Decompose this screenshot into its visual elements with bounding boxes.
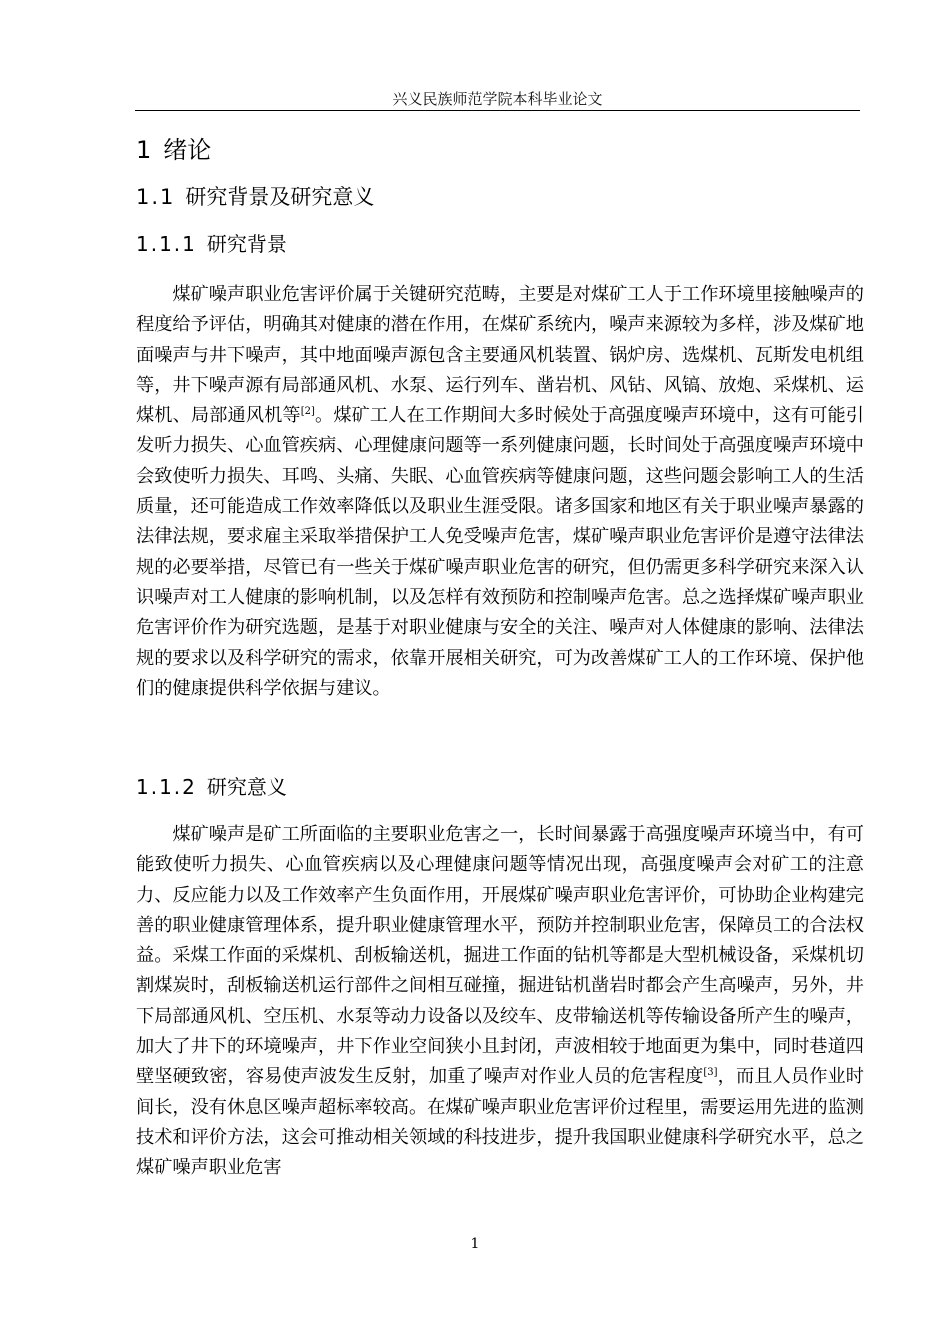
section-title: 研究背景及研究意义	[185, 185, 375, 209]
subsection-number: 1.1.2	[136, 775, 197, 799]
running-header: 兴义民族师范学院本科毕业论文	[392, 90, 603, 108]
paragraph-text: 。煤矿工人在工作期间大多时候处于高强度噪声环境中，这有可能引发听力损失、心血管疾病、心理健康问题等一系列健康问题，长时间处于高强度噪声环境中会致使听力损失、耳鸣、头痛、失眠、心血管疾病等健康问题，这些问题会影响工人的生活质量，还可能造成工作效率降低以及职业生涯受限。诸多国家和地区有关于职业噪声暴露的法律法规，要求雇主采取举措保护工人免受噪声危害，煤矿噪声职业危害评价是遵守法律法规的必要举措，尽管已有一些关于煤矿噪声职业危害的研究，但仍需更多科学研究来深入认识噪声对工人健康的影响机制，以及怎样有效预防和控制噪声危害。总之选择煤矿噪声职业危害评价作为研究选题，是基于对职业健康与安全的关注、噪声对人体健康的影响、法律法规的要求以及科学研究的需求，依靠开展相关研究，可为改善煤矿工人的工作环境、保护他们的健康提供科学依据与建议。	[136, 405, 864, 699]
chapter-heading	[136, 134, 211, 166]
subsection-heading-background	[136, 229, 287, 259]
paragraph-text: ，而且人员作业时间长，没有休息区噪声超标率较高。在煤矿噪声职业危害评价过程里，需要运用先进的监测技术和评价方法，这会可推动相关领域的科技进步，提升我国职业健康科学研究水平，总之煤矿噪声职业危害	[136, 1066, 864, 1179]
paragraph-research-significance	[136, 820, 864, 1184]
subsection-number: 1.1.1	[136, 232, 197, 256]
subsection-title: 研究意义	[206, 775, 287, 799]
section-heading	[136, 182, 374, 212]
header-rule	[135, 110, 860, 111]
paragraph-research-background	[136, 280, 864, 704]
paragraph-text: 煤矿噪声职业危害评价属于关键研究范畴，主要是对煤矿工人于工作环境里接触噪声的程度给予评估，明确其对健康的潜在作用，在煤矿系统内，噪声来源较为多样，涉及煤矿地面噪声与井下噪声，其中地面噪声源包含主要通风机装置、锅炉房、选煤机、瓦斯发电机组等，井下噪声源有局部通风机、水泵、运行列车、凿岩机、风钻、风镐、放炮、采煤机、运煤机、局部通风机等	[136, 284, 864, 427]
paragraph-text: 煤矿噪声是矿工所面临的主要职业危害之一，长时间暴露于高强度噪声环境当中，有可能致使听力损失、心血管疾病以及心理健康问题等情况出现，高强度噪声会对矿工的注意力、反应能力以及工作效率产生负面作用，开展煤矿噪声职业危害评价，可协助企业构建完善的职业健康管理体系，提升职业健康管理水平，预防并控制职业危害，保障员工的合法权益。采煤工作面的采煤机、刮板输送机，掘进工作面的钻机等都是大型机械设备，采煤机切割煤炭时，刮板输送机运行部件之间相互碰撞，掘进钻机凿岩时都会产生高噪声，另外，井下局部通风机、空压机、水泵等动力设备以及绞车、皮带输送机等传输设备所产生的噪声，加大了井下的环境噪声，井下作业空间狭小且封闭，声波相较于地面更为集中，同时巷道四壁坚硬致密，容易使声波发生反射，加重了噪声对作业人员的危害程度	[136, 824, 864, 1088]
subsection-heading-significance	[136, 772, 287, 802]
section-number: 1.1	[136, 185, 176, 209]
citation-ref: [3]	[703, 1067, 718, 1079]
chapter-number: 1	[136, 136, 154, 164]
chapter-title: 绪论	[163, 136, 212, 164]
citation-ref: [2]	[300, 406, 315, 418]
subsection-title: 研究背景	[206, 232, 287, 256]
page-number: 1	[470, 1236, 480, 1252]
